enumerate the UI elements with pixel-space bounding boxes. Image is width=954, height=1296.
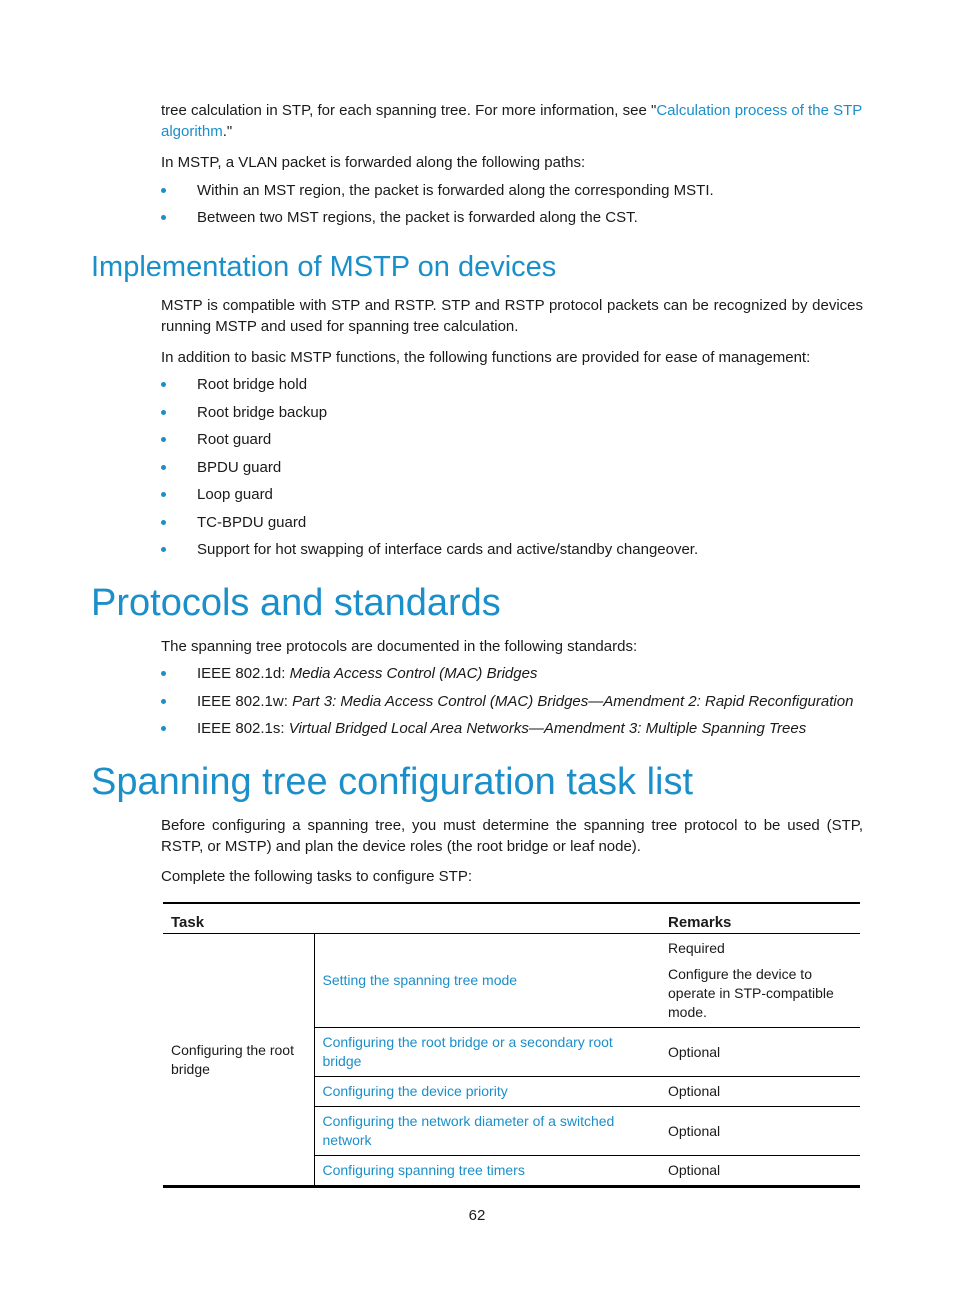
- remarks-cell: Optional: [660, 1156, 860, 1187]
- task-cell: [314, 1107, 660, 1156]
- standard-id: IEEE 802.1s:: [197, 720, 289, 737]
- calculation-process-link[interactable]: Calculation process of the STP algorithm: [161, 102, 862, 140]
- list-item-text: BPDU guard: [197, 459, 282, 476]
- standard-title: Virtual Bridged Local Area Networks—Amendment 3: Multiple Spanning Trees: [288, 720, 807, 737]
- protocols-lead: The spanning tree protocols are documented in the following standards:: [161, 638, 638, 655]
- list-item-text: Support for hot swapping of interface cards and active/standby changeover.: [197, 541, 699, 558]
- tasklist-paragraph: Before configuring a spanning tree, you must determine the spanning tree protocol to be used (STP, RSTP, or MSTP) and plan the device roles (the root bridge or leaf node).: [161, 817, 863, 855]
- table-row: [163, 934, 860, 1028]
- list-item-text: Root bridge hold: [197, 376, 308, 393]
- remark-text: Required: [668, 940, 725, 956]
- column-header-task: Task: [163, 903, 660, 934]
- intro-suffix: .": [222, 123, 233, 140]
- bullet-icon: [161, 671, 166, 676]
- standard-title: Part 3: Media Access Control (MAC) Bridges—Amendment 2: Rapid Reconfiguration: [292, 693, 854, 710]
- bullet-icon: [161, 465, 166, 470]
- bullet-icon: [161, 520, 166, 525]
- task-table: [163, 902, 860, 1188]
- column-header-remarks: Remarks: [660, 903, 860, 934]
- list-item-text: Root bridge backup: [197, 404, 328, 421]
- task-link[interactable]: Configuring spanning tree timers: [322, 1162, 525, 1178]
- tasklist-lead: Complete the following tasks to configure STP:: [161, 868, 472, 885]
- tasklist-heading: Spanning tree configuration task list: [91, 761, 694, 803]
- intro-paragraph: [161, 100, 863, 142]
- implementation-heading: Implementation of MSTP on devices: [91, 251, 557, 283]
- remarks-cell: [660, 934, 860, 1028]
- implementation-paragraph: MSTP is compatible with STP and RSTP. STP and RSTP protocol packets can be recognized by devices running MSTP and used for spanning tree calculation.: [161, 297, 863, 335]
- task-cell: [314, 1077, 660, 1107]
- list-item-text: Between two MST regions, the packet is forwarded along the CST.: [197, 209, 638, 226]
- list-item-text: Root guard: [197, 431, 272, 448]
- task-link[interactable]: Configuring the network diameter of a switched network: [322, 1113, 615, 1148]
- page-number: 62: [468, 1207, 486, 1224]
- remarks-cell: Optional: [660, 1107, 860, 1156]
- implementation-lead: In addition to basic MSTP functions, the following functions are provided for ease of management:: [161, 349, 811, 366]
- bullet-icon: [161, 382, 166, 387]
- paths-lead: In MSTP, a VLAN packet is forwarded along the following paths:: [161, 154, 586, 171]
- protocols-heading: Protocols and standards: [91, 582, 501, 624]
- task-cell: [314, 934, 660, 1028]
- task-link[interactable]: Configuring the root bridge or a secondary root bridge: [322, 1034, 613, 1069]
- table-header-row: [163, 903, 860, 934]
- list-item-text: Loop guard: [197, 486, 273, 503]
- bullet-icon: [161, 492, 166, 497]
- bullet-icon: [161, 437, 166, 442]
- list-item-text: Within an MST region, the packet is forwarded along the corresponding MSTI.: [197, 182, 714, 199]
- standard-title: Media Access Control (MAC) Bridges: [289, 665, 538, 682]
- bullet-icon: [161, 188, 166, 193]
- task-link[interactable]: Setting the spanning tree mode: [322, 972, 518, 988]
- standard-id: IEEE 802.1w:: [197, 693, 293, 710]
- remarks-cell: Optional: [660, 1028, 860, 1077]
- bullet-icon: [161, 726, 166, 731]
- remarks-cell: Optional: [660, 1077, 860, 1107]
- remark-text: Configure the device to operate in STP-compatible mode.: [668, 966, 834, 1020]
- standard-id: IEEE 802.1d:: [197, 665, 290, 682]
- task-cell: [314, 1156, 660, 1187]
- intro-text: tree calculation in STP, for each spanning tree. For more information, see ": [161, 102, 657, 119]
- list-item-text: TC-BPDU guard: [197, 514, 307, 531]
- bullet-icon: [161, 215, 166, 220]
- bullet-icon: [161, 410, 166, 415]
- group-label-cell: Configuring the root bridge: [163, 934, 314, 1187]
- task-link[interactable]: Configuring the device priority: [322, 1083, 508, 1099]
- task-cell: [314, 1028, 660, 1077]
- bullet-icon: [161, 699, 166, 704]
- bullet-icon: [161, 547, 166, 552]
